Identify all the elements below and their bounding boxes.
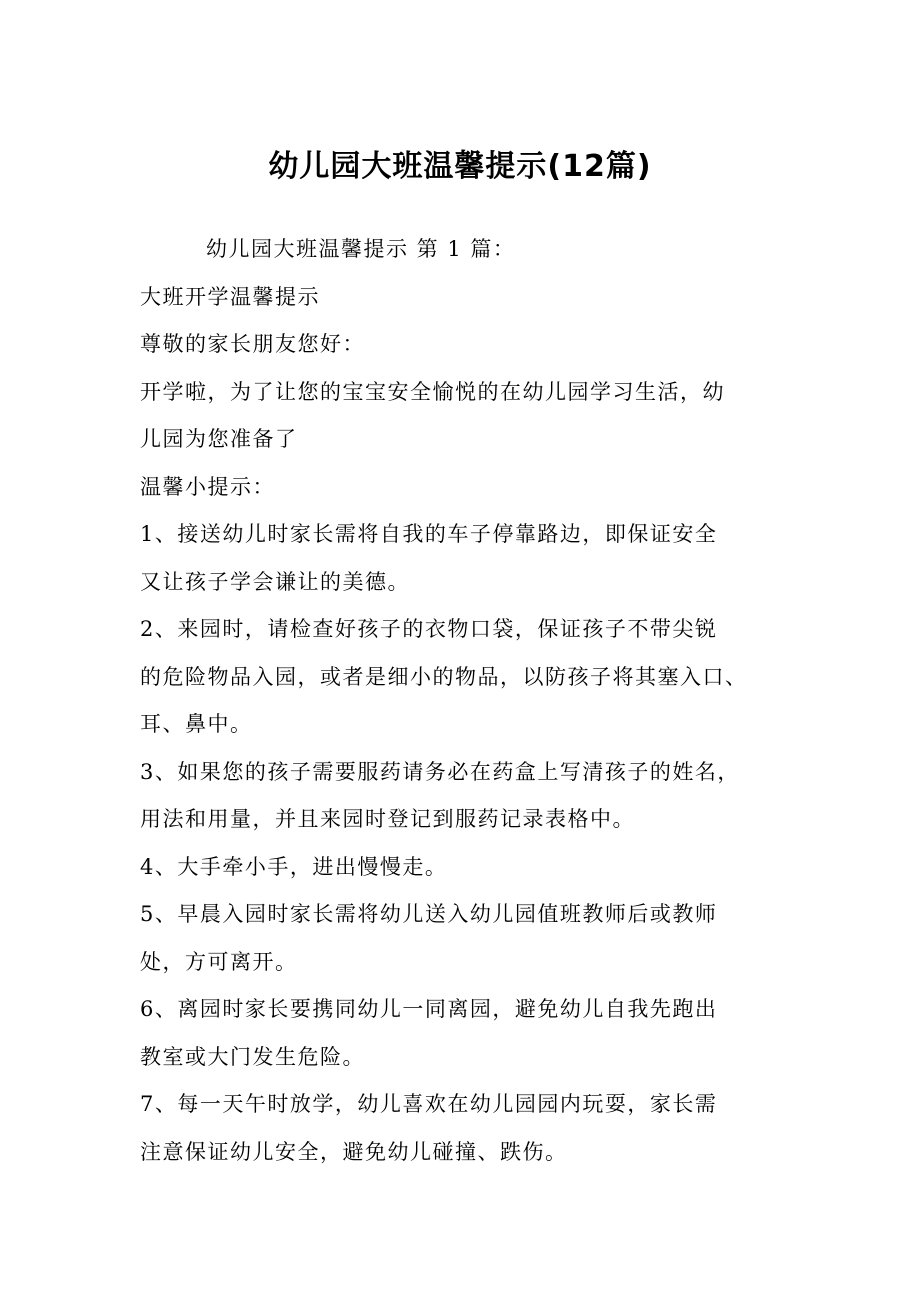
paragraph-line: 儿园为您准备了 — [140, 427, 298, 451]
tip-line: 4、大手牵小手，进出慢慢走。 — [140, 854, 448, 879]
tip-line: 教室或大门发生危险。 — [140, 1044, 365, 1069]
tip-line: 6、离园时家长要携同幼儿一同离园，避免幼儿自我先跑出 — [140, 997, 718, 1021]
tip-line: 7、每一天午时放学，幼儿喜欢在幼儿园园内玩耍，家长需 — [140, 1092, 718, 1116]
notice-title: 大班开学温馨提示 — [140, 284, 320, 309]
tip-line: 耳、鼻中。 — [140, 712, 253, 736]
tip-line: 1、接送幼儿时家长需将自我的车子停靠路边，即保证安全 — [140, 522, 718, 546]
tip-line: 3、如果您的孩子需要服药请务必在药盒上写清孩子的姓名， — [140, 759, 740, 784]
salutation: 尊敬的家长朋友您好： — [140, 332, 365, 356]
tip-line: 处，方可离开。 — [140, 949, 298, 974]
tip-line: 2、来园时，请检查好孩子的衣物口袋，保证孩子不带尖锐 — [140, 617, 718, 641]
paragraph-line: 开学啦，为了让您的宝宝安全愉悦的在幼儿园学习生活，幼 — [140, 379, 725, 404]
section-heading: 幼儿园大班温馨提示 第 1 篇： — [206, 237, 516, 261]
tip-line: 又让孩子学会谦让的美德。 — [140, 569, 410, 594]
tips-heading: 温馨小提示： — [140, 474, 275, 499]
document-title: 幼儿园大班温馨提示(12篇) — [268, 149, 652, 184]
tip-line: 5、早晨入园时家长需将幼儿送入幼儿园值班教师后或教师 — [140, 902, 718, 926]
document-body — [140, 226, 800, 1176]
tip-line: 注意保证幼儿安全，避免幼儿碰撞、跌伤。 — [140, 1139, 568, 1164]
tip-line: 的危险物品入园，或者是细小的物品，以防孩子将其塞入口、 — [140, 664, 748, 689]
tip-line: 用法和用量，并且来园时登记到服药记录表格中。 — [140, 807, 635, 831]
